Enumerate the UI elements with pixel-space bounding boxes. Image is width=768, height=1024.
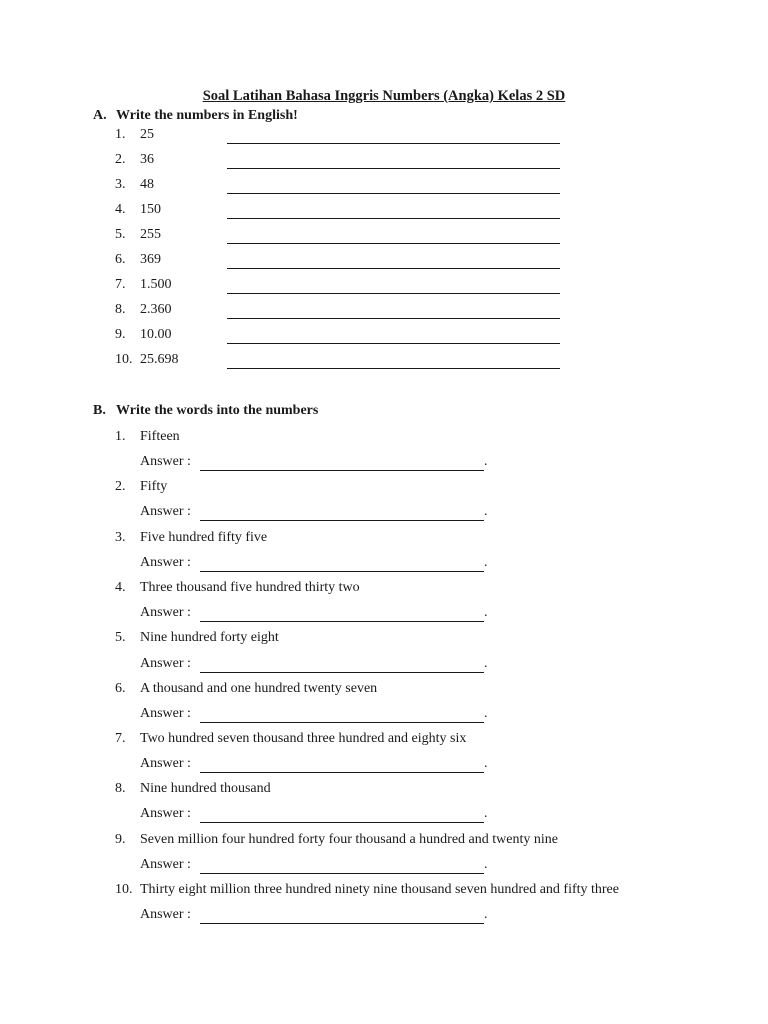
item-value: 25.698 xyxy=(140,352,179,367)
section-b-heading xyxy=(93,403,318,419)
section-b-question xyxy=(0,580,768,600)
question-text: Seven million four hundred forty four thousand a hundred and twenty nine xyxy=(140,832,558,847)
section-b-letter: B. xyxy=(93,403,106,418)
question-text: Nine hundred forty eight xyxy=(140,630,279,645)
answer-label: Answer : xyxy=(140,907,191,922)
answer-end: . xyxy=(484,555,488,570)
section-a-row xyxy=(0,252,768,272)
answer-line[interactable] xyxy=(227,168,560,169)
answer-end: . xyxy=(484,756,488,771)
section-b-heading-text: Write the words into the numbers xyxy=(116,403,319,418)
answer-line[interactable] xyxy=(200,520,484,521)
item-number: 6. xyxy=(115,252,126,267)
answer-line[interactable] xyxy=(200,621,484,622)
item-number: 2. xyxy=(115,152,126,167)
answer-line[interactable] xyxy=(227,193,560,194)
answer-end: . xyxy=(484,706,488,721)
section-a-letter: A. xyxy=(93,108,107,123)
question-text: Five hundred fifty five xyxy=(140,530,268,545)
item-value: 1.500 xyxy=(140,277,172,292)
item-number: 9. xyxy=(115,832,126,847)
page-title: Soal Latihan Bahasa Inggris Numbers (Angka) Kelas 2 SD xyxy=(202,88,566,104)
answer-line[interactable] xyxy=(200,873,484,874)
question-text: A thousand and one hundred twenty seven xyxy=(140,681,378,696)
section-b-question xyxy=(0,882,768,902)
answer-end: . xyxy=(484,806,488,821)
item-value: 150 xyxy=(140,202,161,217)
answer-line[interactable] xyxy=(200,822,484,823)
item-number: 10. xyxy=(115,352,133,367)
section-b-question xyxy=(0,630,768,650)
question-text: Nine hundred thousand xyxy=(140,781,271,796)
item-value: 48 xyxy=(140,177,154,192)
question-text: Three thousand five hundred thirty two xyxy=(140,580,360,595)
section-a-heading xyxy=(93,108,298,124)
answer-end: . xyxy=(484,605,488,620)
item-number: 5. xyxy=(115,227,126,242)
item-value: 369 xyxy=(140,252,161,267)
answer-row xyxy=(140,706,540,726)
item-number: 6. xyxy=(115,681,126,696)
section-a-row xyxy=(0,302,768,322)
item-number: 5. xyxy=(115,630,126,645)
answer-line[interactable] xyxy=(200,772,484,773)
answer-end: . xyxy=(484,454,488,469)
section-b-question xyxy=(0,530,768,550)
item-value: 36 xyxy=(140,152,154,167)
item-number: 3. xyxy=(115,177,126,192)
item-number: 9. xyxy=(115,327,126,342)
answer-row xyxy=(140,605,540,625)
answer-end: . xyxy=(484,656,488,671)
section-a-heading-text: Write the numbers in English! xyxy=(116,108,298,123)
question-text: Two hundred seven thousand three hundred and eighty six xyxy=(140,731,467,746)
answer-line[interactable] xyxy=(200,571,484,572)
item-value: 10.00 xyxy=(140,327,172,342)
item-number: 4. xyxy=(115,580,126,595)
answer-row xyxy=(140,555,540,575)
answer-end: . xyxy=(484,907,488,922)
answer-line[interactable] xyxy=(227,293,560,294)
answer-label: Answer : xyxy=(140,555,191,570)
item-number: 1. xyxy=(115,429,126,444)
answer-row xyxy=(140,656,540,676)
section-a-row xyxy=(0,127,768,147)
item-value: 2.360 xyxy=(140,302,172,317)
section-b-question xyxy=(0,731,768,751)
section-a-row xyxy=(0,227,768,247)
answer-line[interactable] xyxy=(227,143,560,144)
item-number: 7. xyxy=(115,731,126,746)
item-number: 7. xyxy=(115,277,126,292)
section-a-row xyxy=(0,352,768,372)
answer-line[interactable] xyxy=(227,268,560,269)
answer-row xyxy=(140,454,540,474)
section-a-row xyxy=(0,327,768,347)
answer-label: Answer : xyxy=(140,706,191,721)
answer-label: Answer : xyxy=(140,857,191,872)
section-a-row xyxy=(0,152,768,172)
answer-row xyxy=(140,806,540,826)
item-number: 4. xyxy=(115,202,126,217)
answer-row xyxy=(140,857,540,877)
answer-label: Answer : xyxy=(140,454,191,469)
answer-row xyxy=(140,504,540,524)
item-number: 10. xyxy=(115,882,133,897)
item-number: 2. xyxy=(115,479,126,494)
answer-label: Answer : xyxy=(140,605,191,620)
answer-line[interactable] xyxy=(227,243,560,244)
section-b-question xyxy=(0,681,768,701)
answer-line[interactable] xyxy=(227,218,560,219)
item-value: 255 xyxy=(140,227,161,242)
answer-label: Answer : xyxy=(140,756,191,771)
question-text: Thirty eight million three hundred ninety nine thousand seven hundred and fifty three xyxy=(140,882,619,897)
answer-end: . xyxy=(484,857,488,872)
section-a-row xyxy=(0,277,768,297)
item-number: 8. xyxy=(115,302,126,317)
section-a-row xyxy=(0,202,768,222)
answer-label: Answer : xyxy=(140,504,191,519)
answer-line[interactable] xyxy=(227,343,560,344)
question-text: Fifty xyxy=(140,479,168,494)
answer-line[interactable] xyxy=(200,722,484,723)
answer-row xyxy=(140,907,540,927)
item-number: 1. xyxy=(115,127,126,142)
section-a-row xyxy=(0,177,768,197)
answer-row xyxy=(140,756,540,776)
answer-line[interactable] xyxy=(200,672,484,673)
item-number: 8. xyxy=(115,781,126,796)
section-b-question xyxy=(0,479,768,499)
section-b-question xyxy=(0,781,768,801)
answer-line[interactable] xyxy=(200,923,484,924)
answer-line[interactable] xyxy=(227,368,560,369)
section-b-question xyxy=(0,429,768,449)
item-number: 3. xyxy=(115,530,126,545)
answer-label: Answer : xyxy=(140,656,191,671)
answer-label: Answer : xyxy=(140,806,191,821)
answer-end: . xyxy=(484,504,488,519)
answer-line[interactable] xyxy=(227,318,560,319)
answer-line[interactable] xyxy=(200,470,484,471)
section-b-question xyxy=(0,832,768,852)
item-value: 25 xyxy=(140,127,154,142)
question-text: Fifteen xyxy=(140,429,180,444)
